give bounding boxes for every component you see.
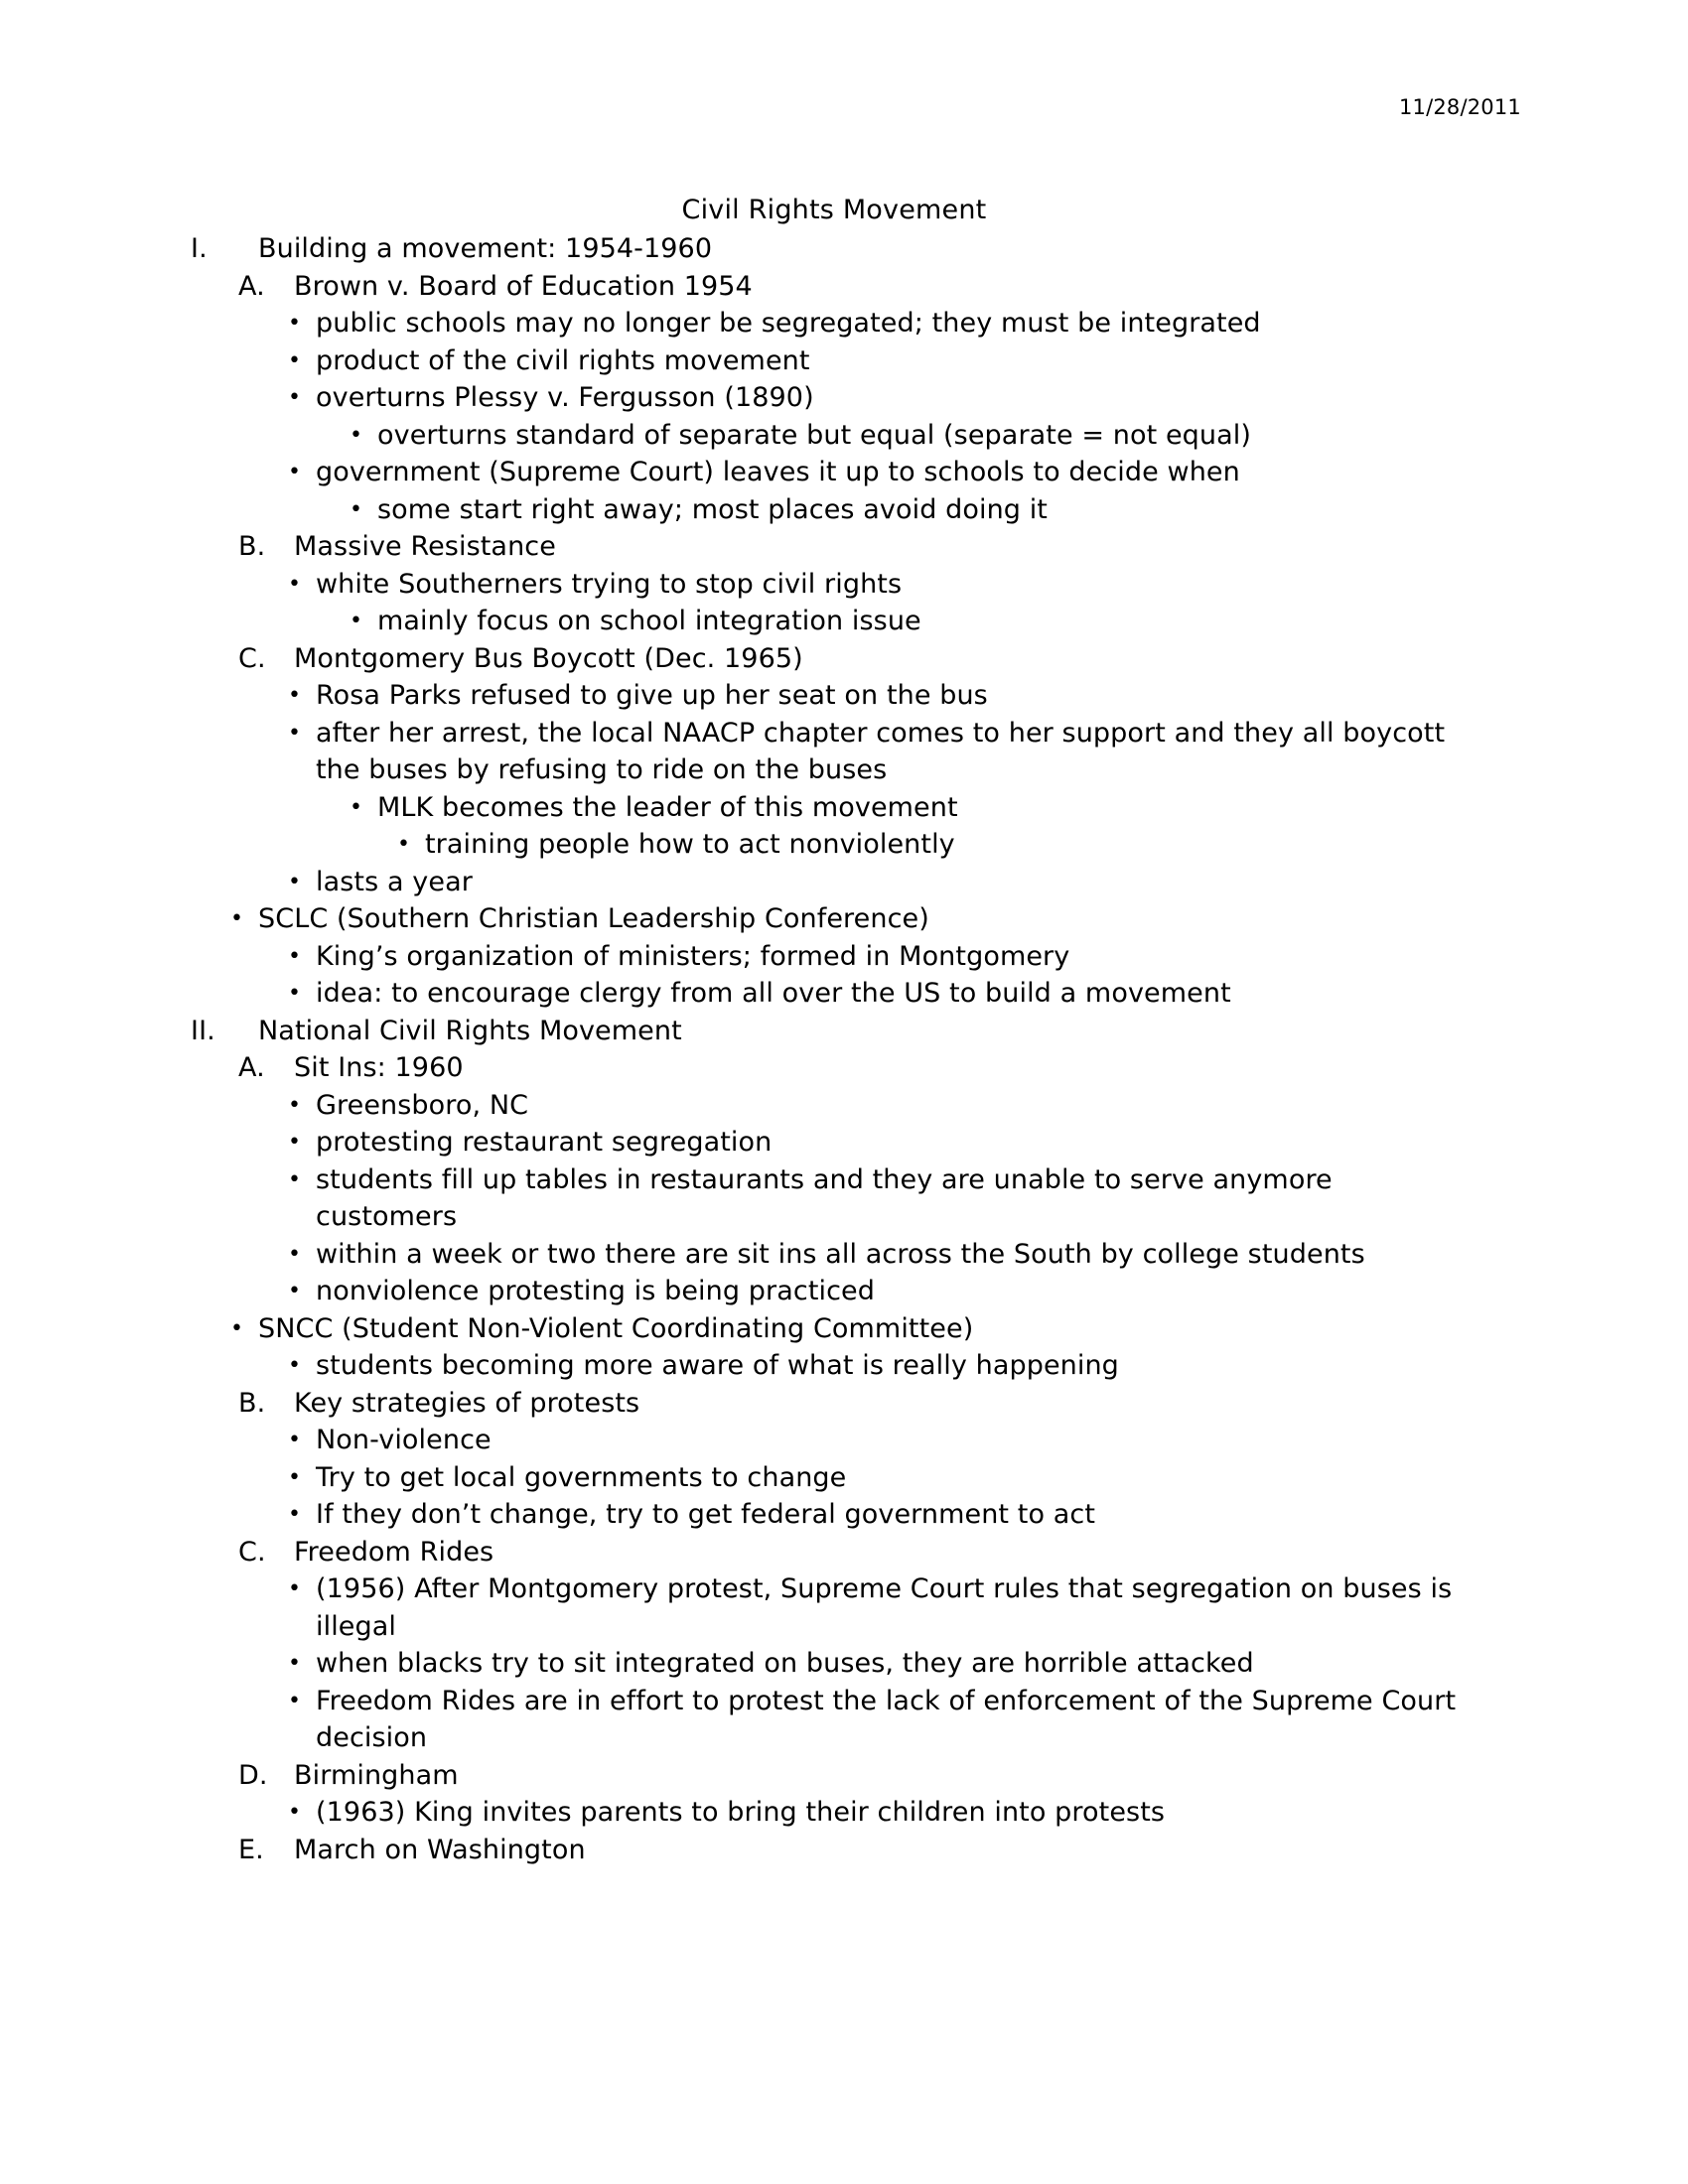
outline-item <box>0 640 1688 678</box>
outline-item-text: (1963) King invites parents to bring their children into protests <box>316 1797 1166 1828</box>
outline-item-text: Brown v. Board of Education 1954 <box>294 270 753 302</box>
outline-marker: A. <box>238 1052 265 1083</box>
outline-item <box>0 1570 1688 1645</box>
outline-item-text: overturns Plessy v. Fergusson (1890) <box>316 382 814 413</box>
outline-item-text: mainly focus on school integration issue <box>377 606 921 636</box>
outline-item <box>0 677 1688 715</box>
bullet-icon: • <box>288 1688 302 1713</box>
outline-item-text: protesting restaurant segregation <box>316 1127 773 1158</box>
outline-item <box>0 1124 1688 1161</box>
outline-item <box>0 1422 1688 1459</box>
bullet-icon: • <box>230 906 244 931</box>
outline-marker: C. <box>238 642 266 674</box>
page-title <box>0 195 1688 225</box>
outline-item-text: King’s organization of ministers; formed in Montgomery <box>316 940 1070 972</box>
outline-item-text: students fill up tables in restaurants and they are unable to serve anymore customers <box>316 1163 1333 1232</box>
bullet-icon: • <box>288 347 302 373</box>
outline-item <box>0 1757 1688 1795</box>
outline-item <box>0 789 1688 827</box>
bullet-icon: • <box>288 1800 302 1825</box>
bullet-icon: • <box>350 496 363 522</box>
outline-item-text: after her arrest, the local NAACP chapter comes to her support and they all boycott the buses by refusing to ride on the buses <box>316 717 1446 785</box>
bullet-icon: • <box>288 460 302 484</box>
outline-marker: B. <box>238 531 266 562</box>
bullet-icon: • <box>288 1279 302 1303</box>
outline-item <box>0 1683 1688 1757</box>
bullet-icon: • <box>288 1353 302 1378</box>
outline-item-text: Greensboro, NC <box>316 1089 529 1121</box>
outline-item-text: If they don’t change, try to get federal government to act <box>316 1499 1096 1530</box>
outline-item-text: idea: to encourage clergy from all over the US to build a movement <box>316 978 1231 1009</box>
bullet-icon: • <box>288 1130 302 1155</box>
outline-item-text: Freedom Rides are in effort to protest the lack of enforcement of the Supreme Court decision <box>316 1685 1457 1753</box>
outline-item-text: Sit Ins: 1960 <box>294 1052 464 1083</box>
outline-item <box>0 1049 1688 1087</box>
outline-item-text: (1956) After Montgomery protest, Supreme Court rules that segregation on buses is illegal <box>316 1573 1453 1642</box>
bullet-icon: • <box>288 1464 302 1490</box>
outline-item-text: Birmingham <box>294 1759 459 1791</box>
outline-item-text: Montgomery Bus Boycott (Dec. 1965) <box>294 642 803 674</box>
outline-item-text: Massive Resistance <box>294 531 556 562</box>
outline-item-text: Building a movement: 1954-1960 <box>258 233 713 264</box>
outline-item <box>0 1496 1688 1534</box>
bullet-icon: • <box>288 571 302 597</box>
outline-item <box>0 603 1688 640</box>
outline-item <box>0 1236 1688 1274</box>
outline-item-text: product of the civil rights movement <box>316 344 810 376</box>
outline-item <box>0 1832 1688 1869</box>
outline-item-text: National Civil Rights Movement <box>258 1015 682 1046</box>
outline-item-text: overturns standard of separate but equal (separate = not equal) <box>377 419 1252 451</box>
outline-item-text: students becoming more aware of what is really happening <box>316 1350 1119 1381</box>
outline-item <box>0 528 1688 566</box>
outline-marker: E. <box>238 1834 264 1865</box>
outline-item <box>0 1385 1688 1423</box>
bullet-icon: • <box>288 1428 302 1452</box>
outline-item-text: lasts a year <box>316 866 473 897</box>
bullet-icon: • <box>288 943 302 969</box>
outline-item <box>0 1273 1688 1310</box>
outline-item <box>0 826 1688 864</box>
outline-marker: B. <box>238 1387 266 1419</box>
outline-item <box>0 975 1688 1013</box>
outline-item <box>0 1310 1688 1348</box>
outline-list <box>0 230 1688 1868</box>
outline-item <box>0 342 1688 380</box>
bullet-icon: • <box>350 422 363 448</box>
bullet-icon: • <box>230 1315 244 1341</box>
outline-marker: D. <box>238 1759 268 1791</box>
bullet-icon: • <box>288 683 302 708</box>
bullet-icon: • <box>350 609 363 633</box>
outline-item-text: Freedom Rides <box>294 1536 494 1568</box>
outline-item <box>0 379 1688 417</box>
outline-item-text: Try to get local governments to change <box>316 1461 847 1493</box>
document-date: 11/28/2011 <box>1398 95 1521 119</box>
outline-item <box>0 1534 1688 1571</box>
outline-item-text: March on Washington <box>294 1834 586 1865</box>
outline-item <box>0 1645 1688 1683</box>
outline-item <box>0 305 1688 342</box>
outline-item <box>0 1347 1688 1385</box>
outline-item-text: SNCC (Student Non-Violent Coordinating Committee) <box>258 1312 974 1344</box>
bullet-icon: • <box>288 1576 302 1601</box>
outline-item <box>0 1794 1688 1832</box>
bullet-icon: • <box>288 720 302 746</box>
outline-item <box>0 491 1688 529</box>
page-title-text: Civil Rights Movement <box>681 195 987 225</box>
bullet-icon: • <box>288 1651 302 1676</box>
outline-item <box>0 864 1688 901</box>
bullet-icon: • <box>288 385 302 410</box>
outline-item-text: nonviolence protesting is being practiced <box>316 1276 876 1306</box>
bullet-icon: • <box>288 1092 302 1118</box>
bullet-icon: • <box>288 869 302 894</box>
outline-item <box>0 268 1688 306</box>
outline-item-text: when blacks try to sit integrated on buses, they are horrible attacked <box>316 1648 1254 1679</box>
outline-marker: A. <box>238 270 265 302</box>
outline-item-text: Non-violence <box>316 1425 492 1455</box>
outline-item-text: Key strategies of protests <box>294 1387 640 1419</box>
outline-item-text: white Southerners trying to stop civil rights <box>316 568 903 600</box>
bullet-icon: • <box>288 311 302 336</box>
bullet-icon: • <box>288 1166 302 1192</box>
outline-item-text: public schools may no longer be segregated; they must be integrated <box>316 308 1261 339</box>
outline-item-text: government (Supreme Court) leaves it up to schools to decide when <box>316 457 1240 487</box>
outline-item-text: training people how to act nonviolently <box>425 829 955 860</box>
outline-item <box>0 417 1688 455</box>
outline-item-text: SCLC (Southern Christian Leadership Conference) <box>258 903 929 934</box>
outline-item <box>0 1013 1688 1050</box>
outline-item <box>0 230 1688 268</box>
bullet-icon: • <box>350 794 363 820</box>
outline-item <box>0 566 1688 604</box>
outline-item <box>0 454 1688 491</box>
bullet-icon: • <box>288 981 302 1006</box>
outline-item <box>0 1161 1688 1236</box>
outline-marker: II. <box>191 1015 215 1046</box>
outline-item <box>0 938 1688 976</box>
outline-item-text: within a week or two there are sit ins all across the South by college students <box>316 1238 1365 1270</box>
outline-marker: C. <box>238 1536 266 1568</box>
outline-marker: I. <box>191 233 208 264</box>
outline-item <box>0 715 1688 789</box>
outline-item <box>0 1459 1688 1497</box>
bullet-icon: • <box>288 1241 302 1267</box>
outline-item-text: Rosa Parks refused to give up her seat on the bus <box>316 680 988 711</box>
outline-item <box>0 900 1688 938</box>
outline-item <box>0 1087 1688 1125</box>
outline-item-text: some start right away; most places avoid doing it <box>377 493 1048 525</box>
bullet-icon: • <box>288 1502 302 1527</box>
outline-item-text: MLK becomes the leader of this movement <box>377 791 958 823</box>
bullet-icon: • <box>397 832 411 857</box>
